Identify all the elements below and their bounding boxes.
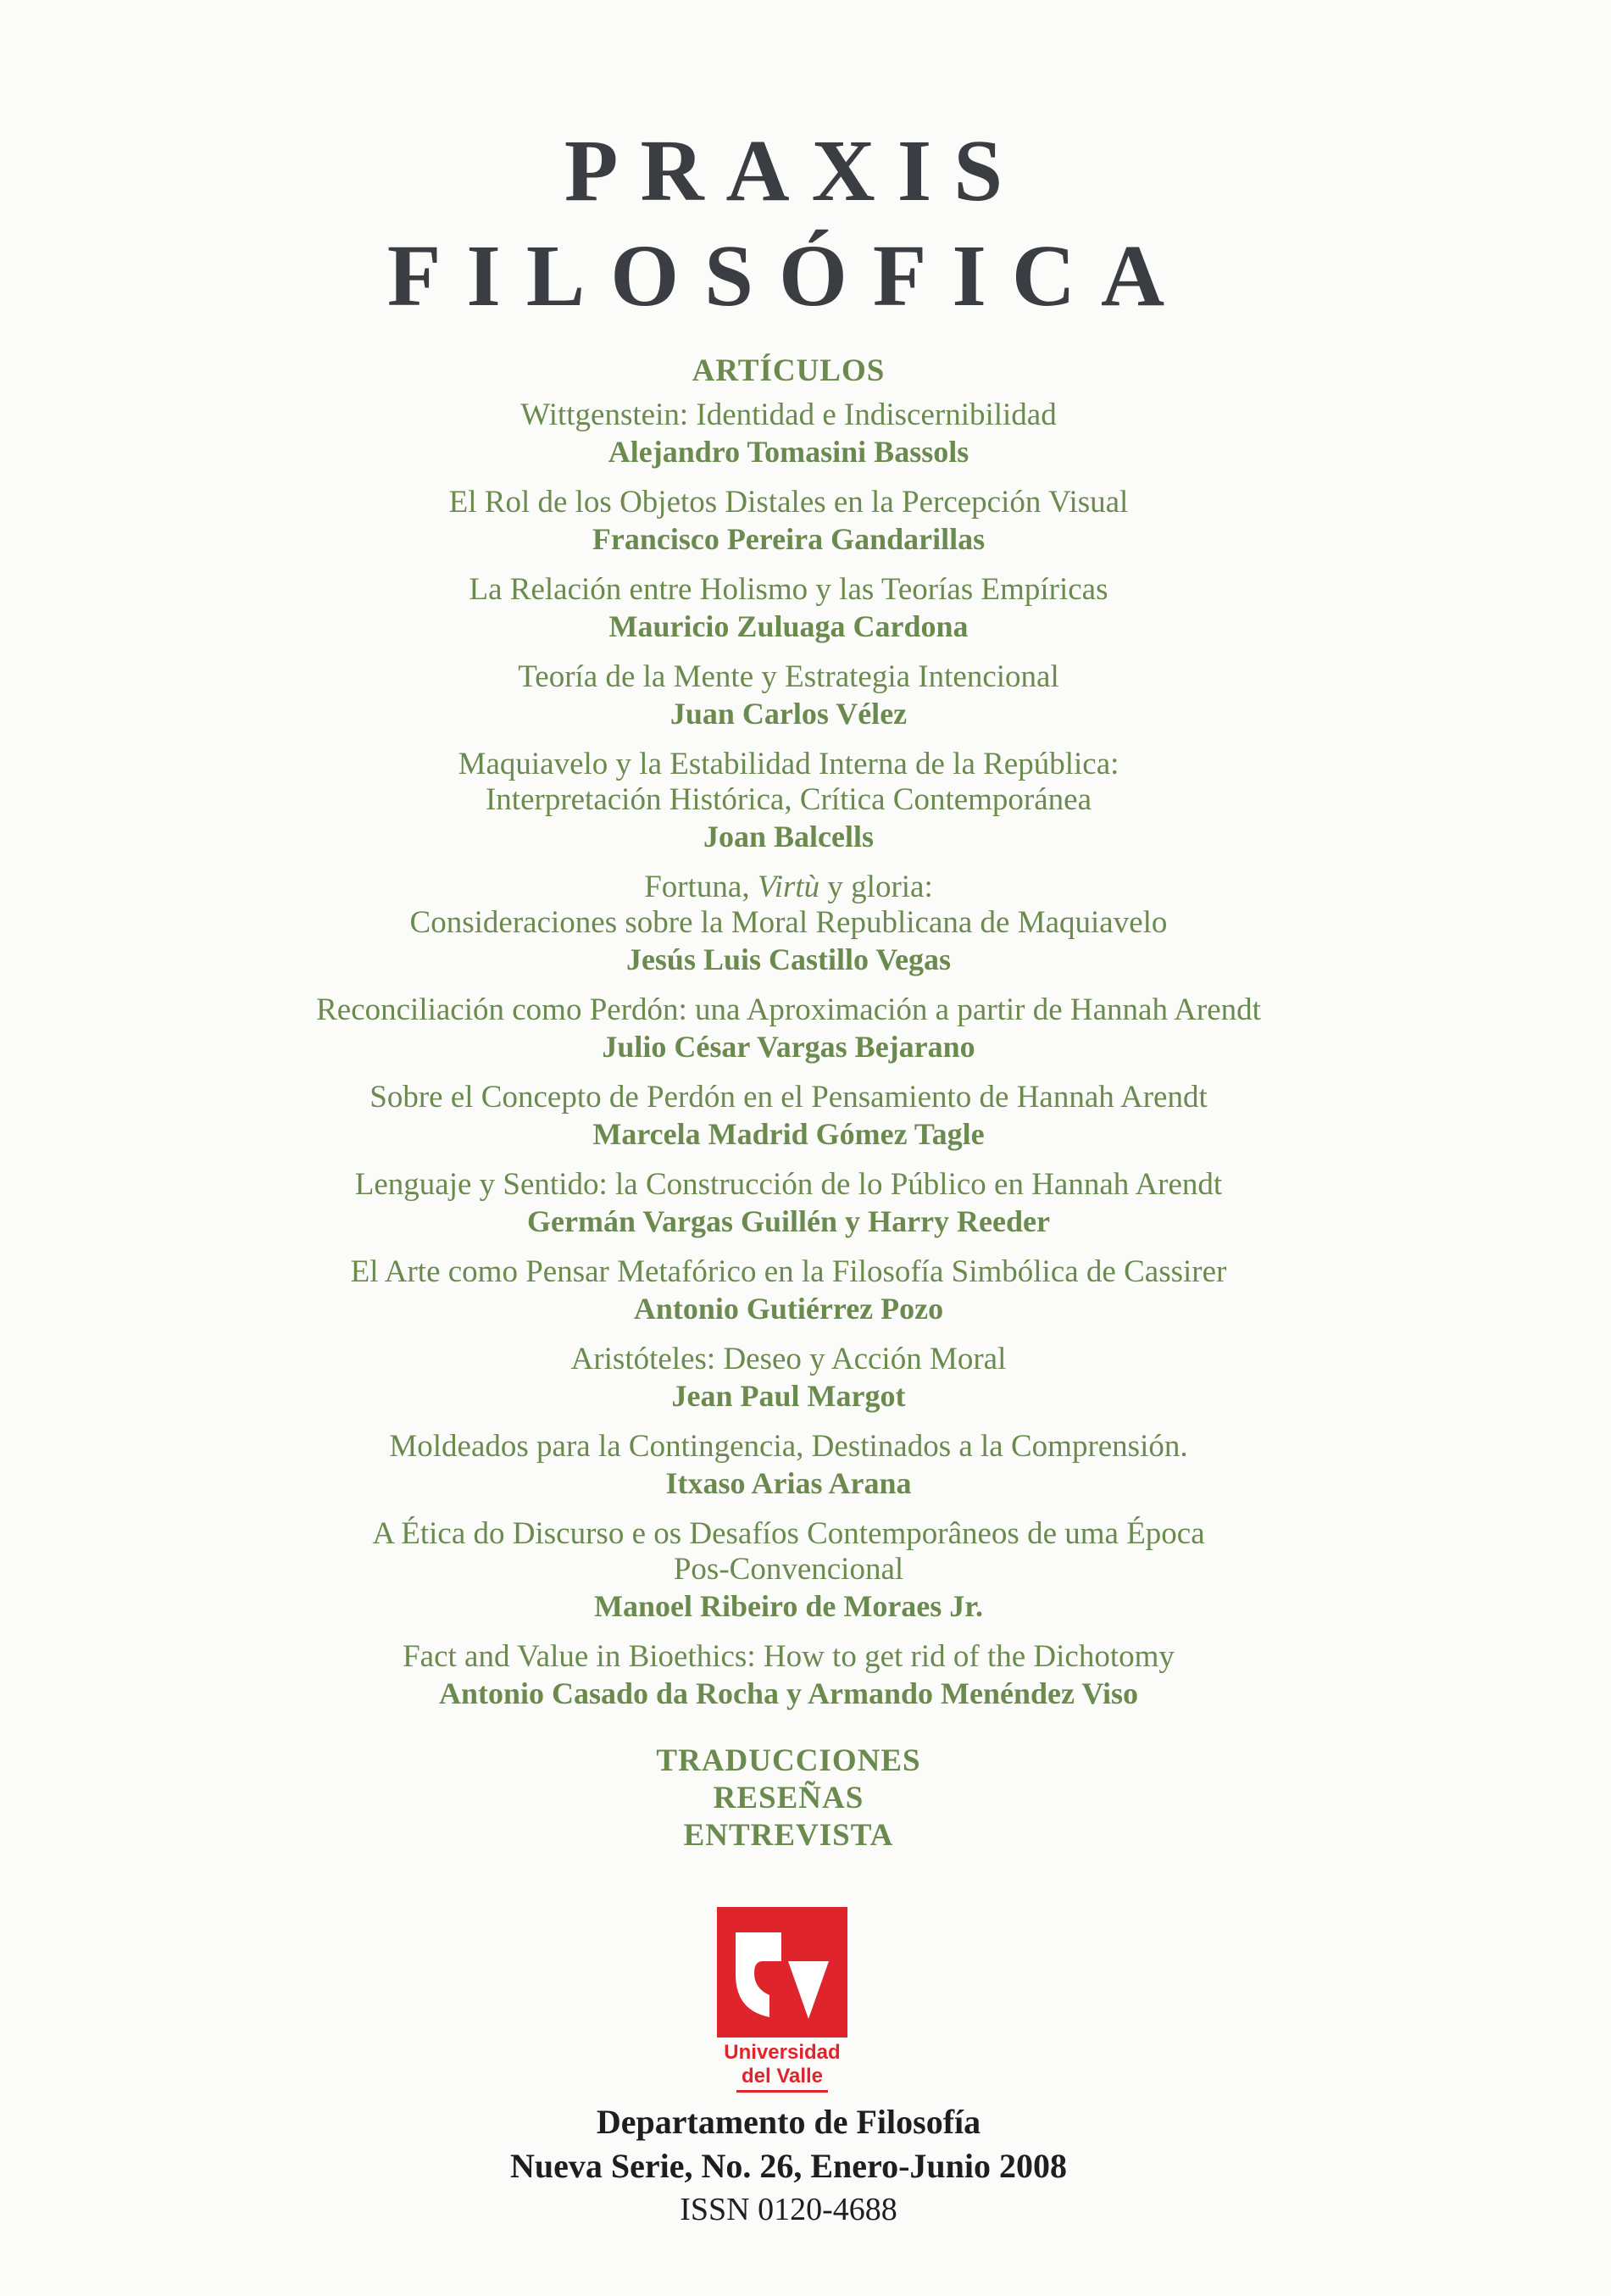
article-entry <box>0 992 1577 1065</box>
article-author: Alejandro Tomasini Bassols <box>608 435 969 469</box>
section-reviews: RESEÑAS <box>713 1781 864 1815</box>
section-translations: TRADUCCIONES <box>656 1743 921 1778</box>
article-author: Itxaso Arias Arana <box>665 1466 912 1500</box>
article-author: Antonio Gutiérrez Pozo <box>633 1292 944 1326</box>
article-title: Teoría de la Mente y Estrategia Intencional <box>518 659 1059 694</box>
logo-wordmark <box>717 2041 847 2093</box>
issue-info: Nueva Serie, No. 26, Enero-Junio 2008 <box>509 2147 1068 2185</box>
publication-info <box>0 2100 1577 2231</box>
other-sections <box>0 1743 1577 1854</box>
article-author: Jean Paul Margot <box>671 1379 906 1413</box>
article-title <box>0 870 1577 905</box>
article-title: Aristóteles: Deseo y Acción Moral <box>570 1342 1007 1376</box>
article-entry <box>0 870 1577 978</box>
logo-line1: Universidad <box>724 2041 841 2064</box>
article-entry <box>0 747 1577 855</box>
article-title: Maquiavelo y la Estabilidad Interna de la República: <box>458 747 1119 781</box>
article-title: Moldeados para la Contingencia, Destinados a la Comprensión. <box>389 1429 1188 1464</box>
article-entry <box>0 485 1577 558</box>
article-entry <box>0 1429 1577 1502</box>
article-author: Antonio Casado da Rocha y Armando Menéndez Viso <box>438 1676 1139 1710</box>
article-title: A Ética do Discurso e os Desafíos Contemporâneos de uma Época <box>372 1516 1205 1551</box>
journal-title-line2: FILOSÓFICA <box>386 227 1191 325</box>
article-author: Francisco Pereira Gandarillas <box>592 522 986 556</box>
article-author: Jesús Luis Castillo Vegas <box>625 942 952 976</box>
article-entry <box>0 659 1577 732</box>
article-entry <box>0 1639 1577 1712</box>
section-interview: ENTREVISTA <box>683 1818 894 1853</box>
article-title: Lenguaje y Sentido: la Construcción de lo Público en Hannah Arendt <box>354 1167 1223 1202</box>
article-title: El Arte como Pensar Metafórico en la Filosofía Simbólica de Cassirer <box>350 1254 1227 1289</box>
article-title-suffix: y gloria: <box>819 870 933 904</box>
article-author: Joan Balcells <box>703 820 874 853</box>
table-of-contents <box>0 352 1577 1854</box>
article-title: Reconciliación como Perdón: una Aproximación a partir de Hannah Arendt <box>316 992 1261 1027</box>
article-title-continued: Consideraciones sobre la Moral Republicana de Maquiavelo <box>409 905 1168 940</box>
article-author: Mauricio Zuluaga Cardona <box>608 609 969 643</box>
university-logo <box>717 1907 847 2093</box>
article-author: Julio César Vargas Bejarano <box>602 1030 975 1064</box>
univalle-emblem-icon <box>717 1907 847 2037</box>
article-author: Manoel Ribeiro de Moraes Jr. <box>594 1589 983 1623</box>
journal-title-line1: PRAXIS <box>564 122 1025 220</box>
journal-masthead <box>0 119 1577 329</box>
article-entry <box>0 1167 1577 1240</box>
department-name: Departamento de Filosofía <box>596 2103 981 2141</box>
article-entry <box>0 1516 1577 1625</box>
article-title: Wittgenstein: Identidad e Indiscernibilidad <box>520 397 1057 432</box>
article-title-continued: Pos-Convencional <box>673 1552 904 1587</box>
article-author: Juan Carlos Vélez <box>669 697 908 731</box>
article-author: Marcela Madrid Gómez Tagle <box>592 1117 985 1151</box>
logo-line2: del Valle <box>736 2065 828 2093</box>
issn-number: ISSN 0120-4688 <box>680 2192 897 2227</box>
article-title: El Rol de los Objetos Distales en la Percepción Visual <box>448 485 1129 520</box>
article-entry <box>0 1342 1577 1415</box>
article-title: Fact and Value in Bioethics: How to get rid of the Dichotomy <box>403 1639 1175 1674</box>
article-entry <box>0 1254 1577 1327</box>
article-title-italic: Virtù <box>757 870 820 904</box>
article-entry <box>0 572 1577 645</box>
articles-heading: ARTÍCULOS <box>692 353 886 388</box>
article-title: Sobre el Concepto de Perdón en el Pensamiento de Hannah Arendt <box>369 1080 1208 1115</box>
article-entry <box>0 397 1577 470</box>
article-entry <box>0 1080 1577 1153</box>
article-author: Germán Vargas Guillén y Harry Reeder <box>527 1204 1050 1238</box>
article-title-continued: Interpretación Histórica, Crítica Contemporánea <box>485 782 1092 817</box>
article-title: La Relación entre Holismo y las Teorías Empíricas <box>469 572 1108 607</box>
article-title-prefix: Fortuna, <box>644 870 758 904</box>
